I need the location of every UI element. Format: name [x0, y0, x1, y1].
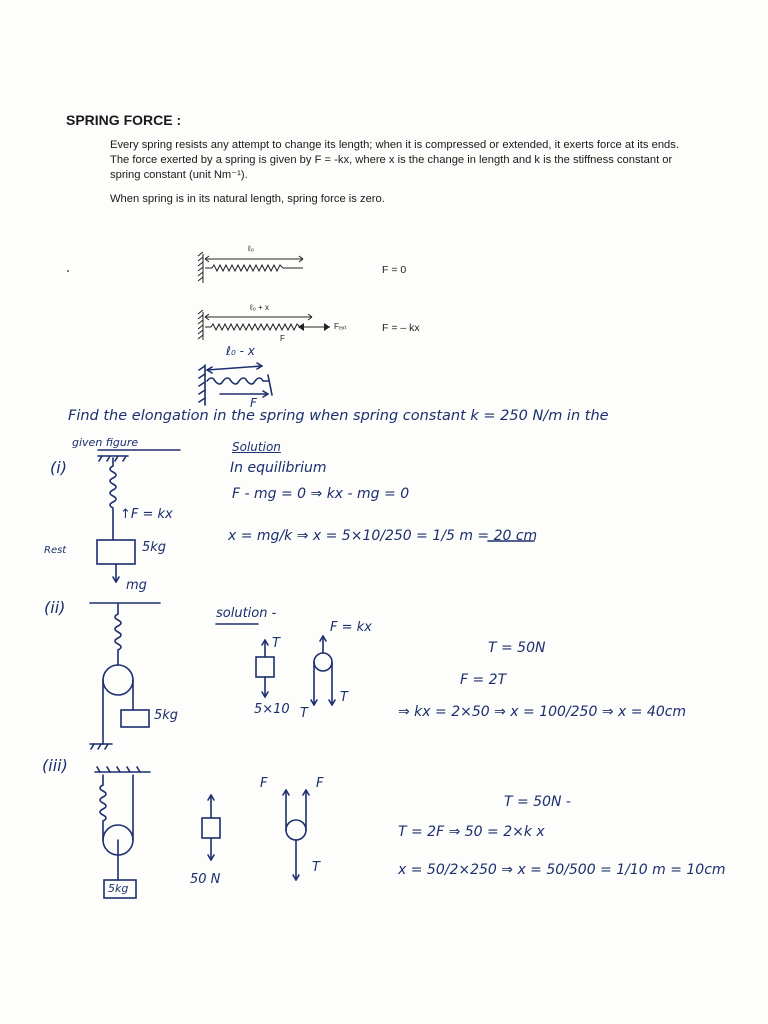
- fig2-l0x-label: ℓ₀ + x: [250, 303, 270, 312]
- fig2-force-label: F = – kx: [382, 322, 420, 334]
- natural-length-note: When spring is in its natural length, spring force is zero.: [110, 193, 385, 205]
- natural-spring-figure: [198, 252, 303, 283]
- definition-paragraph: Every spring resists any attempt to change its length; when it is compressed or extended, it exerts force at its ends. The force exerted by a spring is given by F = -kx, where x is the change in length and k is the stiffness constant or spring constant (unit Nm⁻¹).: [110, 139, 679, 181]
- part2-sketch: [90, 603, 335, 749]
- part2-mass-label: 5kg: [154, 708, 179, 723]
- part3-equation1: T = 50N -: [504, 794, 571, 810]
- part2-label: (ii): [44, 598, 66, 617]
- fig2-fext-label: Fₑₓₜ: [334, 322, 347, 331]
- part3-f-label-2: F: [316, 776, 324, 791]
- part2-solution-heading: solution -: [216, 606, 277, 621]
- page-title: SPRING FORCE :: [66, 112, 182, 128]
- fig2-f-label: F: [280, 334, 285, 343]
- part3-equation2: T = 2F ⇒ 50 = 2×k x: [398, 824, 545, 840]
- part2-weight-label: 5×10: [254, 702, 290, 717]
- part3-mass-label: 5kg: [108, 882, 129, 895]
- part1-mass-label: 5kg: [142, 540, 167, 555]
- part1-mg-label: mg: [126, 578, 147, 593]
- part1-equilibrium: In equilibrium: [230, 460, 327, 476]
- part1-force-label: ↑F = kx: [120, 507, 173, 522]
- part2-t-label-2: T: [340, 690, 348, 705]
- part2-equation3: ⇒ kx = 2×50 ⇒ x = 100/250 ⇒ x = 40cm: [398, 704, 687, 720]
- part1-equation2: x = mg/k ⇒ x = 5×10/250 = 1/5 m = 20 cm: [228, 528, 538, 544]
- part3-equation3: x = 50/2×250 ⇒ x = 50/500 = 1/10 m = 10cm: [398, 862, 726, 878]
- part1-rest-label: Rest: [44, 545, 67, 556]
- part3-label: (iii): [42, 756, 68, 775]
- part2-t-label-3: T: [300, 706, 308, 721]
- compressed-spring-figure: [199, 363, 272, 405]
- compressed-force-label: F: [250, 396, 257, 410]
- fig1-l0-label: ℓ₀: [248, 244, 254, 253]
- part3-weight-label: 50 N: [190, 872, 221, 887]
- part3-f-label-1: F: [260, 776, 268, 791]
- part2-equation1: T = 50N: [488, 640, 546, 656]
- part1-equation1: F - mg = 0 ⇒ kx - mg = 0: [232, 486, 410, 502]
- part2-fkx-label: F = kx: [330, 620, 372, 635]
- part2-equation2: F = 2T: [460, 672, 507, 688]
- fig1-force-label: F = 0: [382, 264, 407, 276]
- part3-t-label: T: [312, 860, 320, 875]
- part1-solution-heading: Solution: [232, 440, 281, 454]
- extended-spring-figure: [198, 310, 330, 340]
- part1-label: (i): [50, 458, 67, 477]
- compressed-length-label: ℓ₀ - x: [226, 344, 255, 358]
- question-text-line2: given figure: [72, 436, 139, 449]
- part2-t-label-1: T: [272, 636, 280, 651]
- question-text: Find the elongation in the spring when spring constant k = 250 N/m in the: [68, 408, 609, 424]
